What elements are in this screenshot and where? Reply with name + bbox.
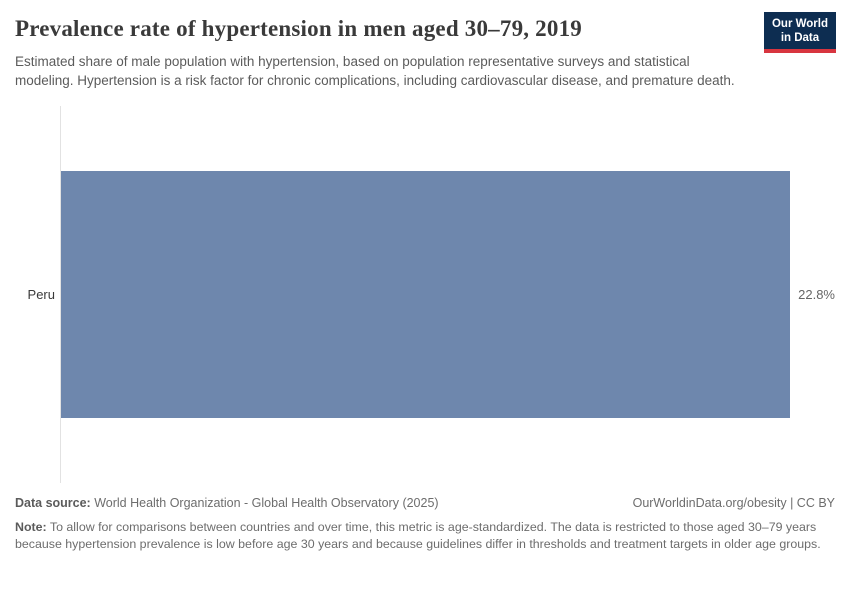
owid-logo-line2: in Data bbox=[780, 32, 820, 44]
chart-subtitle: Estimated share of male population with hypertension, based on population representative surveys and statistical modeling. Hypertension is a risk factor for chronic complications, including cardiovascular disease, and premature death. bbox=[15, 54, 735, 88]
bar-peru[interactable] bbox=[61, 171, 790, 418]
footer-note bbox=[15, 519, 835, 553]
license-link[interactable]: OurWorldinData.org/obesity | CC BY bbox=[632, 496, 835, 510]
data-source-label: Data source: bbox=[15, 496, 91, 510]
note-text: To allow for comparisons between countries and over time, this metric is age-standardized. The data is restricted to those aged 30–79 years because hypertension prevalence is low before age 30 years and because guidelines differ in thresholds and treatment targets in older age groups. bbox=[15, 520, 821, 551]
note-label: Note: bbox=[15, 520, 47, 534]
bar-chart bbox=[15, 106, 835, 483]
owid-logo-line1: Our World bbox=[771, 18, 828, 30]
header bbox=[15, 14, 835, 90]
value-label-peru: 22.8% bbox=[798, 287, 835, 302]
plot-area bbox=[61, 106, 790, 483]
data-source-text: World Health Organization - Global Health Observatory (2025) bbox=[90, 496, 439, 510]
data-source bbox=[15, 495, 439, 512]
source-row bbox=[15, 495, 835, 512]
owid-logo[interactable] bbox=[764, 12, 836, 53]
category-label-peru: Peru bbox=[27, 287, 55, 302]
chart-title: Prevalence rate of hypertension in men aged 30–79, 2019 bbox=[15, 16, 582, 41]
footer bbox=[15, 495, 835, 553]
